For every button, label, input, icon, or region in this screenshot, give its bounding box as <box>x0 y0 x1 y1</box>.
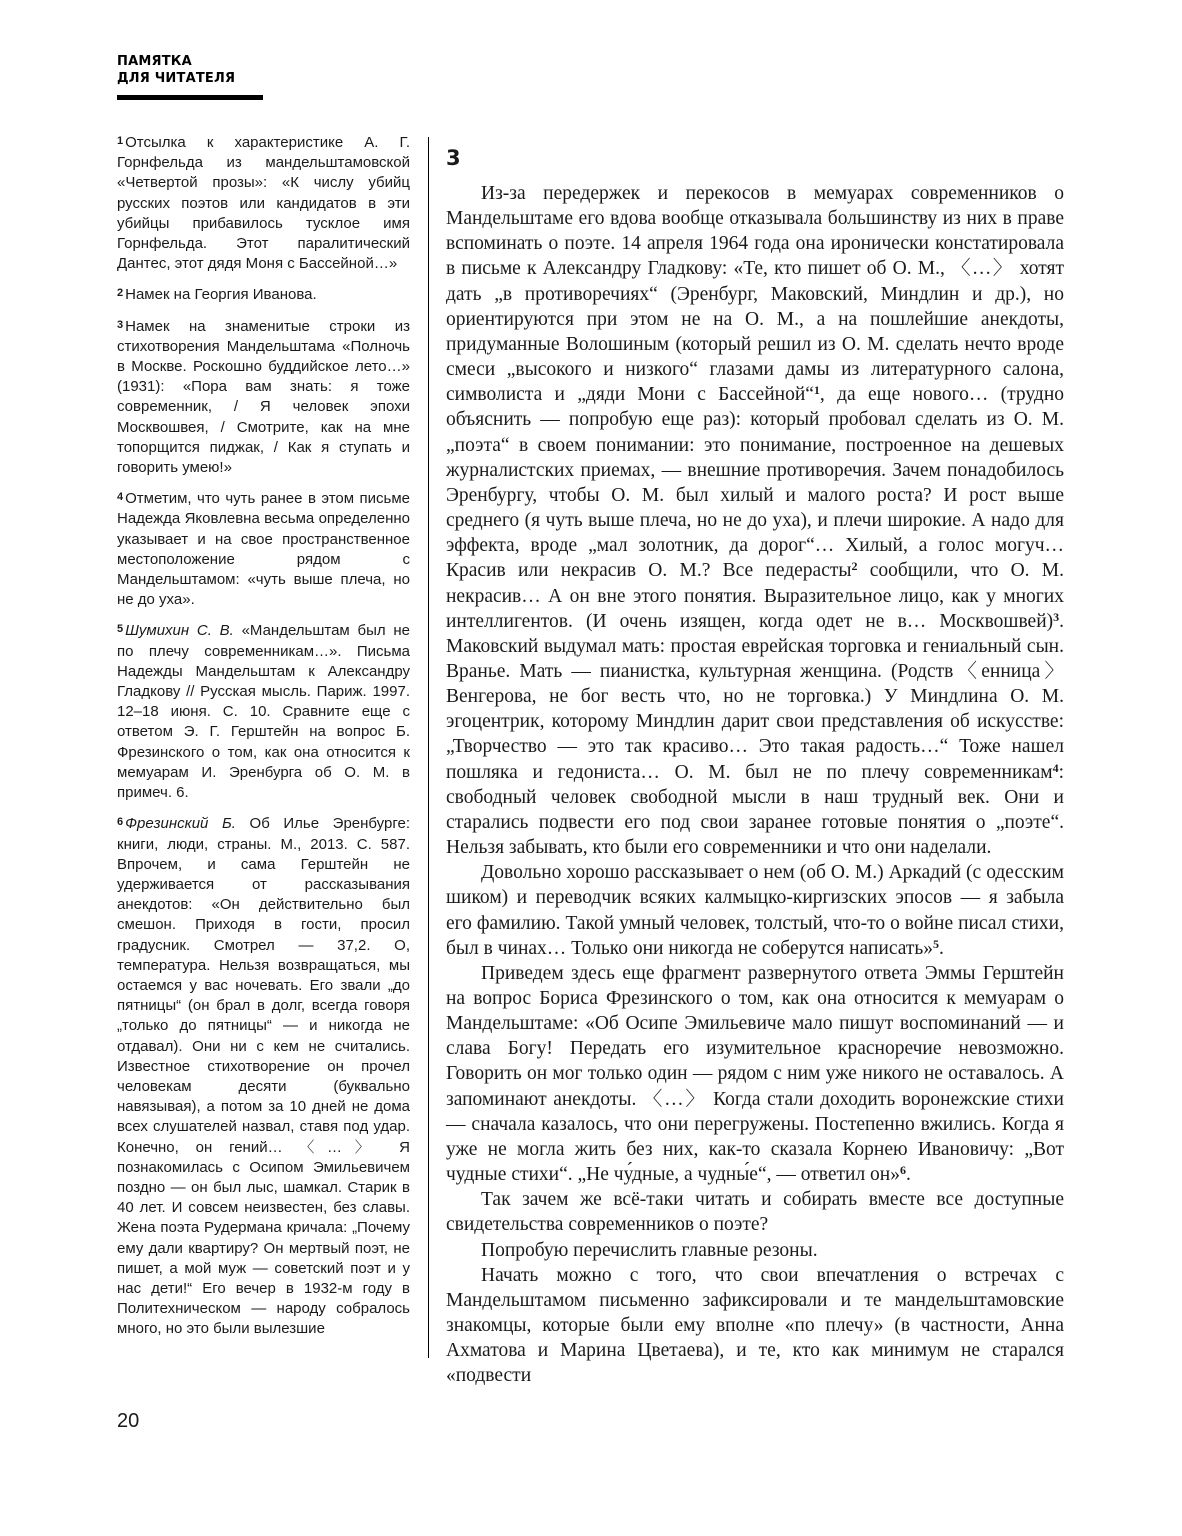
footnote-number: 2 <box>117 287 124 300</box>
paragraph-text: сообщили, что О. М. некрасив… А он вне этого понятия. Выразительное лицо, как у многих интеллигентов. (И очень изящен, когда одет не в… Москвошвей) <box>446 560 1064 632</box>
main-text-column <box>446 143 1064 1389</box>
paragraph <box>446 1263 1064 1389</box>
footnote-text: Намек на знаменитые строки из стихотворения Мандельштама «Полночь в Москве. Роскошно буддийское лето…» (1931): «Пора вам знать: я тоже современник, / Я человек эпохи Москвошвея, / Смотрите, как на мне топорщится пиджак, / Как я ступать и говорить умею!» <box>117 317 410 477</box>
footnote-5 <box>117 619 410 803</box>
running-header-line2: ДЛЯ ЧИТАТЕЛЯ <box>117 71 236 86</box>
paragraph-text: Начать можно с того, что свои впечатления о встречах с Мандельштамом письменно зафиксировали и те мандельштамовские знакомцы, которые были ему вполне «по плечу» (в частности, Анна Ахматова и Марина Цветаева), и те, кто как минимум не старался «подвести <box>446 1264 1064 1387</box>
footnote-ref[interactable]: 4 <box>1052 760 1059 775</box>
footnotes-column <box>117 131 410 1349</box>
running-header <box>117 53 263 87</box>
footnote-number: 3 <box>117 318 124 331</box>
paragraph-text: . <box>939 937 944 959</box>
footnote-text: Намек на Георгия Иванова. <box>125 286 317 304</box>
footnote-author: Шумихин С. В. <box>125 622 234 640</box>
paragraph <box>446 1187 1064 1237</box>
footnote-ref[interactable]: 6 <box>900 1163 906 1178</box>
footnote-6 <box>117 812 410 1339</box>
footnote-text: Отсылка к характеристике А. Г. Горнфельда из мандельштамовской «Четвертой прозы»: «К числу убийц русских поэтов или кандидатов в эти убийцы прибавилось тусклое имя Горнфельда. Этот паралитический Дантес, этот дядя Моня с Бассейной…» <box>117 134 410 273</box>
paragraph <box>446 1238 1064 1263</box>
footnote-4 <box>117 487 410 610</box>
footnote-number: 6 <box>117 816 124 829</box>
paragraph-text: : свободный человек свободной мысли в наш трудный век. Они и старались подвести его под свои заранее готовые понятия о „поэте“. Нельзя забывать, кто были его современники и что они наделали. <box>446 761 1064 859</box>
paragraph-text: . <box>906 1164 911 1186</box>
footnote-number: 4 <box>117 491 124 504</box>
paragraph-text: . Маковский выдумал мать: простая еврейская торговка и гениальный сын. Вранье. Мать — пианистка, культурная женщина. (Родств〈енница〉 Венгерова, не бог весть что, но не торговка.) У Миндлина О. М. эгоцентрик, которому Миндлин дарит свои представления об искусстве: „Творчество — это так красиво… Это такая радость…“ Тоже нашел пошляка и гедониста… О. М. был не по плечу современникам <box>446 610 1064 783</box>
footnote-1 <box>117 131 410 274</box>
section-number: 3 <box>446 146 461 170</box>
page-number: 20 <box>117 1410 140 1432</box>
footnote-ref[interactable]: 2 <box>851 559 858 574</box>
footnote-text: «Мандельштам был не по плечу современникам…». Письма Надежды Мандельштам к Александру Гладкову // Русская мысль. Париж. 1997. 12–18 июня. С. 10. Сравните еще с ответом Э. Г. Герштейн на вопрос Б. Фрезинского о том, как она относится к мемуарам И. Эренбурга об О. М. в примеч. 6. <box>117 622 410 802</box>
paragraph-text: Попробую перечислить главные резоны. <box>481 1239 818 1261</box>
column-divider <box>428 137 429 1358</box>
paragraph-text: Так зачем же всё-таки читать и собирать вместе все доступные свидетельства современников о поэте? <box>446 1189 1064 1236</box>
paragraph-text: Из-за передержек и перекосов в мемуарах современников о Мандельштаме его вдова вообще отказывала большинству из них в праве вспоминать о поэте. 14 апреля 1964 года она иронически констатировала в письме к Александру Гладкову: «Те, кто пишет об О. М., 〈…〉 хотят дать „в противоречиях“ (Эренбург, Маковский, Миндлин и др.), но ориентируются при этом не на О. М., а на пошлейшие анекдоты, придуманные Волошиным (который решил из О. М. сделать нечто вроде смеси „высокого и низкого“ глазами дамы из литературного салона, символиста и „дяди Мони с Бассейной“ <box>446 183 1064 406</box>
running-header-line1: ПАМЯТКА <box>117 54 192 69</box>
footnote-text: Отметим, что чуть ранее в этом письме Надежда Яковлевна весьма определенно указывает и на свое пространственное местоположение рядом с Мандельштамом: «чуть выше плеча, но не до уха». <box>117 490 410 609</box>
paragraph-text: Довольно хорошо рассказывает о нем (об О. М.) Аркадий (с одесским шиком) и переводчик всяких калмыцко-киргизских эпосов — я забыла его фамилию. Такой умный человек, толстый, что-то о войне писал стихи, был в чинах… Только они никогда не соберутся написать» <box>446 862 1064 959</box>
footnote-number: 1 <box>117 135 124 147</box>
footnote-number: 5 <box>117 623 124 636</box>
paragraph <box>446 860 1064 961</box>
footnote-2 <box>117 283 410 305</box>
paragraph-text: , да еще нового… (трудно объяснить — попробую еще раз): который пробовал сделать из О. М. „поэта“ в своем понимании: это понимание, построенное на дешевых журналистских приемах, — внешние противоречия. Зачем понадобилось Эренбургу, чтобы О. М. был хилый и малого роста? И рост выше среднего (я чуть выше плеча, но не до уха), и плечи широкие. А надо для эффекта, вроде „мал золотник, да дорог“… Хилый, а голос могуч… Красив или некрасив О. М.? Все педерасты <box>446 384 1064 582</box>
footnote-3 <box>117 315 410 479</box>
paragraph-text: Приведем здесь еще фрагмент развернутого ответа Эммы Герштейн на вопрос Бориса Фрезинского о том, как она относится к мемуарам о Мандельштаме: «Об Осипе Эмильевиче мало пишут воспоминаний — и слава Богу! Передать его изумительное красноречие невозможно. Говорить он мог только один — рядом с ним уже никого не оставалось. А запоминают анекдоты. 〈…〉 Когда стали доходить воронежские стихи — сначала казалось, что они перегружены. Постепенно вжились. Когда я уже не могла жить без них, как-то сказала Корнею Ивановичу: „Вот чудные стихи“. „Не чу́дные, а чудны́е“, — ответил он» <box>446 962 1064 1186</box>
footnote-author: Фрезинский Б. <box>125 815 236 833</box>
paragraph <box>446 181 1064 860</box>
footnote-ref[interactable]: 1 <box>813 383 820 398</box>
paragraph <box>446 961 1064 1187</box>
footnote-ref[interactable]: 3 <box>1053 609 1060 624</box>
header-rule <box>117 95 263 100</box>
footnote-text: Об Илье Эренбурге: книги, люди, страны. М., 2013. С. 587. Впрочем, и сама Герштейн не удерживается от рассказывания анекдотов: «Он действительно был смешон. Приходя в гости, просил градусник. Смотрел — 37,2. О, температура. Нельзя возвращаться, мы остаемся у вас ночевать. Его звали „до пятницы“ (он брал в долг, всегда говоря „только до пятницы“ — и никогда не отдавал). Они ни с кем не считались. Известное стихотворение он прочел человекам десяти (буквально навязывая), а потом за 10 дней не дома всех слушателей назвал, ставя под удар. Конечно, он гений… 〈…〉 Я познакомилась с Осипом Эмильевичем поздно — он был лыс, шамкал. Старик в 40 лет. И совсем неизвестен, без славы. Жена поэта Рудермана кричала: „Почему ему дали квартиру? Он мертвый поэт, не пишет, а мой муж — советский поэт и у нас дети!“ Его вечер в 1932-м году в Политехническом — народу собралось много, но это были вылезшие <box>117 815 411 1338</box>
footnote-ref[interactable]: 5 <box>933 936 940 951</box>
body-text <box>446 181 1064 1389</box>
